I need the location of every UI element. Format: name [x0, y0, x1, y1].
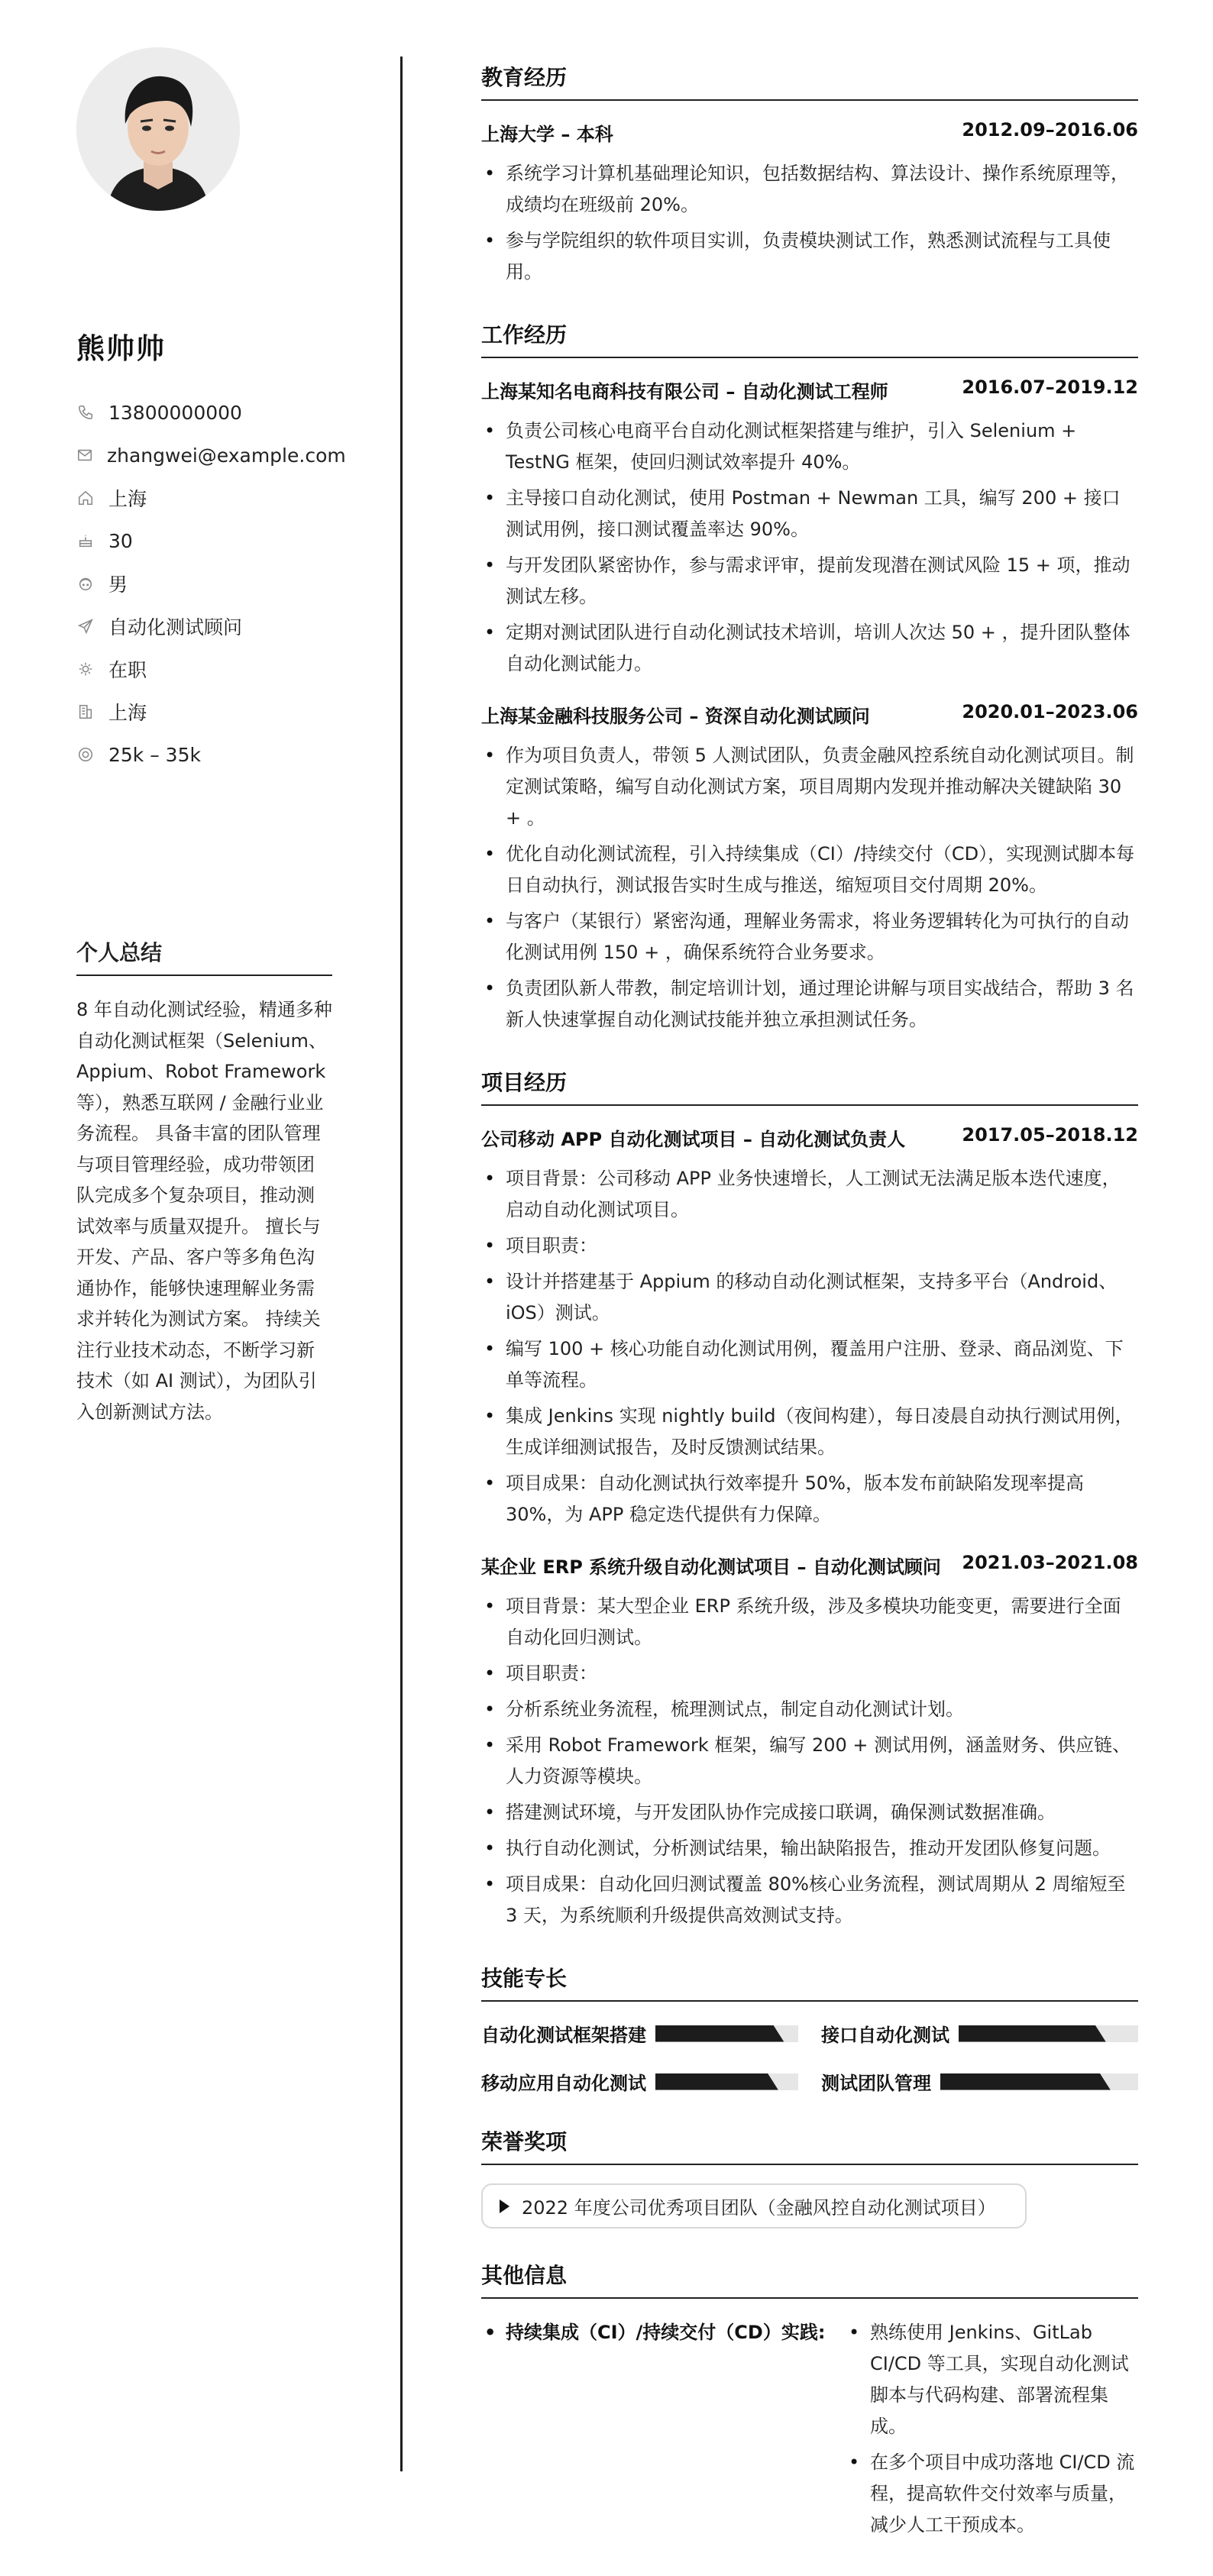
info-salary-text: 25k – 35k	[108, 743, 201, 766]
work-head	[481, 701, 1138, 728]
projects-title: 项目经历	[481, 1066, 1138, 1106]
info-phone	[76, 391, 336, 434]
work-title: 工作经历	[481, 318, 1138, 358]
list-item: • 与客户（某银行）紧密沟通，理解业务需求，将业务逻辑转化为可执行的自动化测试用例 150 + ，确保系统符合业务要求。	[481, 906, 1138, 968]
list-item: • 定期对测试团队进行自动化测试技术培训，培训人次达 50 + ，提升团队整体自动化测试能力。	[481, 617, 1138, 680]
skills-title: 技能专长	[481, 1962, 1138, 2002]
work-date: 2016.07–2019.12	[962, 377, 1138, 398]
other-title: 其他信息	[481, 2259, 1138, 2299]
building-icon	[76, 703, 95, 721]
list-item: • 项目成果：自动化测试执行效率提升 50%，版本发布前缺陷发现率提高 30%，为 APP 稳定迭代提供有力保障。	[481, 1468, 1138, 1530]
education-entry	[481, 119, 1138, 288]
other-key: • 持续集成（CI）/持续交付（CD）实践:	[481, 2317, 846, 2545]
gender-icon	[76, 574, 95, 593]
awards-section	[481, 2125, 1138, 2229]
skill-item	[481, 2068, 798, 2095]
education-school: 上海大学 – 本科	[481, 124, 613, 145]
work-company: 上海某知名电商科技有限公司 – 自动化测试工程师	[481, 381, 888, 402]
other-section	[481, 2259, 1138, 2545]
send-icon	[76, 617, 95, 635]
work-section	[481, 318, 1138, 1036]
info-status-text: 在职	[108, 659, 147, 681]
project-name: 公司移动 APP 自动化测试项目 – 自动化测试负责人	[481, 1129, 906, 1150]
skill-bar	[959, 2025, 1138, 2042]
skill-bar	[655, 2025, 798, 2042]
list-item: • 主导接口自动化测试，使用 Postman + Newman 工具，编写 200 + 接口测试用例，接口测试覆盖率达 90%。	[481, 483, 1138, 545]
info-gender-text: 男	[108, 574, 128, 596]
mail-icon	[76, 446, 93, 464]
skill-bar-fill	[655, 2073, 778, 2090]
candidate-name: 熊帅帅	[76, 332, 166, 365]
skill-bar-fill	[655, 2025, 784, 2042]
awards-title: 荣誉奖项	[481, 2125, 1138, 2165]
info-age	[76, 519, 336, 562]
project-date: 2017.05–2018.12	[962, 1124, 1138, 1146]
info-phone-text: 13800000000	[108, 401, 242, 424]
skill-label: 测试团队管理	[821, 2073, 931, 2094]
work-entry	[481, 377, 1138, 680]
list-item: • 采用 Robot Framework 框架，编写 200 + 测试用例，涵盖财务、供应链、人力资源等模块。	[481, 1730, 1138, 1792]
project-head	[481, 1552, 1138, 1579]
list-item: • 执行自动化测试，分析测试结果，输出缺陷报告，推动开发团队修复问题。	[481, 1833, 1138, 1864]
projects-section	[481, 1066, 1138, 1931]
home-icon	[76, 489, 95, 507]
list-item: • 优化自动化测试流程，引入持续集成（CI）/持续交付（CD），实现测试脚本每日自动执行，测试报告实时生成与推送，缩短项目交付周期 20%。	[481, 839, 1138, 901]
list-item: • 在多个项目中成功落地 CI/CD 流程，提高软件交付效率与质量，减少人工干预成本。	[846, 2447, 1138, 2541]
list-item: • 项目职责：	[481, 1230, 1138, 1262]
education-bullets	[481, 158, 1138, 288]
work-entry	[481, 701, 1138, 1036]
list-item: • 集成 Jenkins 实现 nightly build（夜间构建），每日凌晨自动执行测试用例，生成详细测试报告，及时反馈测试结果。	[481, 1401, 1138, 1463]
skills-section	[481, 1962, 1138, 2095]
project-head	[481, 1124, 1138, 1151]
education-section	[481, 61, 1138, 288]
avatar-portrait	[76, 47, 240, 211]
list-item: • 编写 100 + 核心功能自动化测试用例，覆盖用户注册、登录、商品浏览、下单等流程。	[481, 1333, 1138, 1396]
skill-label: 移动应用自动化测试	[481, 2073, 646, 2094]
skill-item	[481, 2020, 798, 2047]
other-values	[846, 2317, 1138, 2545]
avatar	[76, 47, 240, 211]
list-item: • 项目成果：自动化回归测试覆盖 80%核心业务流程，测试周期从 2 周缩短至 3 天，为系统顺利升级提供高效测试支持。	[481, 1869, 1138, 1931]
list-item: • 负责公司核心电商平台自动化测试框架搭建与维护，引入 Selenium + TestNG 框架，使回归测试效率提升 40%。	[481, 415, 1138, 478]
skill-label: 自动化测试框架搭建	[481, 2025, 646, 2046]
salary-icon	[76, 745, 95, 764]
skill-bar-fill	[940, 2073, 1111, 2090]
status-icon	[76, 660, 95, 678]
skill-label: 接口自动化测试	[821, 2025, 949, 2046]
sidebar	[76, 47, 346, 1423]
list-item: • 熟练使用 Jenkins、GitLab CI/CD 等工具，实现自动化测试脚本与代码构建、部署流程集成。	[846, 2317, 1138, 2442]
info-position-text: 自动化测试顾问	[108, 616, 243, 638]
list-item: • 与开发团队紧密协作，参与需求评审，提前发现潜在测试风险 15 + 项，推动测试左移。	[481, 550, 1138, 612]
award-text: 2022 年度公司优秀项目团队（金融风控自动化测试项目）	[522, 2197, 996, 2219]
work-bullets	[481, 740, 1138, 1036]
list-item: • 分析系统业务流程，梳理测试点，制定自动化测试计划。	[481, 1694, 1138, 1725]
info-location-text: 上海	[108, 488, 147, 510]
skill-item	[821, 2068, 1138, 2095]
info-work-city-text: 上海	[108, 702, 147, 724]
list-item: • 项目背景：某大型企业 ERP 系统升级，涉及多模块功能变更，需要进行全面自动化回归测试。	[481, 1591, 1138, 1653]
list-item: • 负责团队新人带教，制定培训计划，通过理论讲解与项目实战结合，帮助 3 名新人快速掌握自动化测试技能并独立承担测试任务。	[481, 973, 1138, 1036]
main-content	[481, 61, 1138, 2576]
work-company: 上海某金融科技服务公司 – 资深自动化测试顾问	[481, 706, 870, 727]
expand-triangle-icon[interactable]	[500, 2199, 509, 2213]
info-status	[76, 648, 336, 690]
list-item: • 项目职责：	[481, 1658, 1138, 1689]
info-work-city	[76, 690, 336, 733]
award-item[interactable]	[481, 2183, 1027, 2229]
info-email-text: zhangwei@example.com	[107, 444, 346, 467]
list-item: • 作为项目负责人，带领 5 人测试团队，负责金融风控系统自动化测试项目。制定测试策略，编写自动化测试方案，项目周期内发现并推动解决关键缺陷 30 + 。	[481, 740, 1138, 834]
project-date: 2021.03–2021.08	[962, 1552, 1138, 1573]
project-entry	[481, 1552, 1138, 1931]
cake-icon	[76, 532, 95, 550]
education-date: 2012.09–2016.06	[962, 119, 1138, 141]
list-item: • 搭建测试环境，与开发团队协作完成接口联调，确保测试数据准确。	[481, 1797, 1138, 1828]
education-head	[481, 119, 1138, 146]
project-bullets	[481, 1591, 1138, 1931]
list-item: • 设计并搭建基于 Appium 的移动自动化测试框架，支持多平台（Android、iOS）测试。	[481, 1266, 1138, 1329]
list-item: • 系统学习计算机基础理论知识，包括数据结构、算法设计、操作系统原理等，成绩均在班级前 20%。	[481, 158, 1138, 221]
work-bullets	[481, 415, 1138, 680]
work-head	[481, 377, 1138, 403]
info-email	[76, 434, 346, 477]
project-bullets	[481, 1163, 1138, 1530]
project-name: 某企业 ERP 系统升级自动化测试项目 – 自动化测试顾问	[481, 1556, 941, 1578]
phone-icon	[76, 403, 95, 422]
info-gender	[76, 562, 336, 605]
skill-item	[821, 2020, 1138, 2047]
summary-title: 个人总结	[76, 936, 332, 976]
project-entry	[481, 1124, 1138, 1530]
other-item	[481, 2317, 1138, 2545]
work-date: 2020.01–2023.06	[962, 701, 1138, 722]
skills-grid	[481, 2020, 1138, 2095]
education-title: 教育经历	[481, 61, 1138, 101]
info-location	[76, 477, 336, 519]
skill-bar	[655, 2073, 798, 2090]
info-position	[76, 605, 336, 648]
info-salary	[76, 733, 336, 776]
info-age-text: 30	[108, 529, 133, 552]
column-divider	[400, 57, 403, 2471]
list-item: • 参与学院组织的软件项目实训，负责模块测试工作，熟悉测试流程与工具使用。	[481, 225, 1138, 288]
skill-bar-fill	[959, 2025, 1106, 2042]
summary-text: 8 年自动化测试经验，精通多种自动化测试框架（Selenium、Appium、Robot Framework 等），熟悉互联网 / 金融行业业务流程。 具备丰富的团队管理与项目管理经验，成功带领团队完成多个复杂项目，推动测试效率与质量双提升。 擅长与开发、产品、客户等多角色沟通协作，能够快速理解业务需求并转化为测试方案。 持续关注行业技术动态，不断学习新技术（如 AI 测试），为团队引入创新测试方法。	[76, 999, 332, 1423]
list-item: • 项目背景：公司移动 APP 业务快速增长，人工测试无法满足版本迭代速度，启动自动化测试项目。	[481, 1163, 1138, 1226]
contact-info-list	[76, 391, 346, 776]
skill-bar	[940, 2073, 1138, 2090]
